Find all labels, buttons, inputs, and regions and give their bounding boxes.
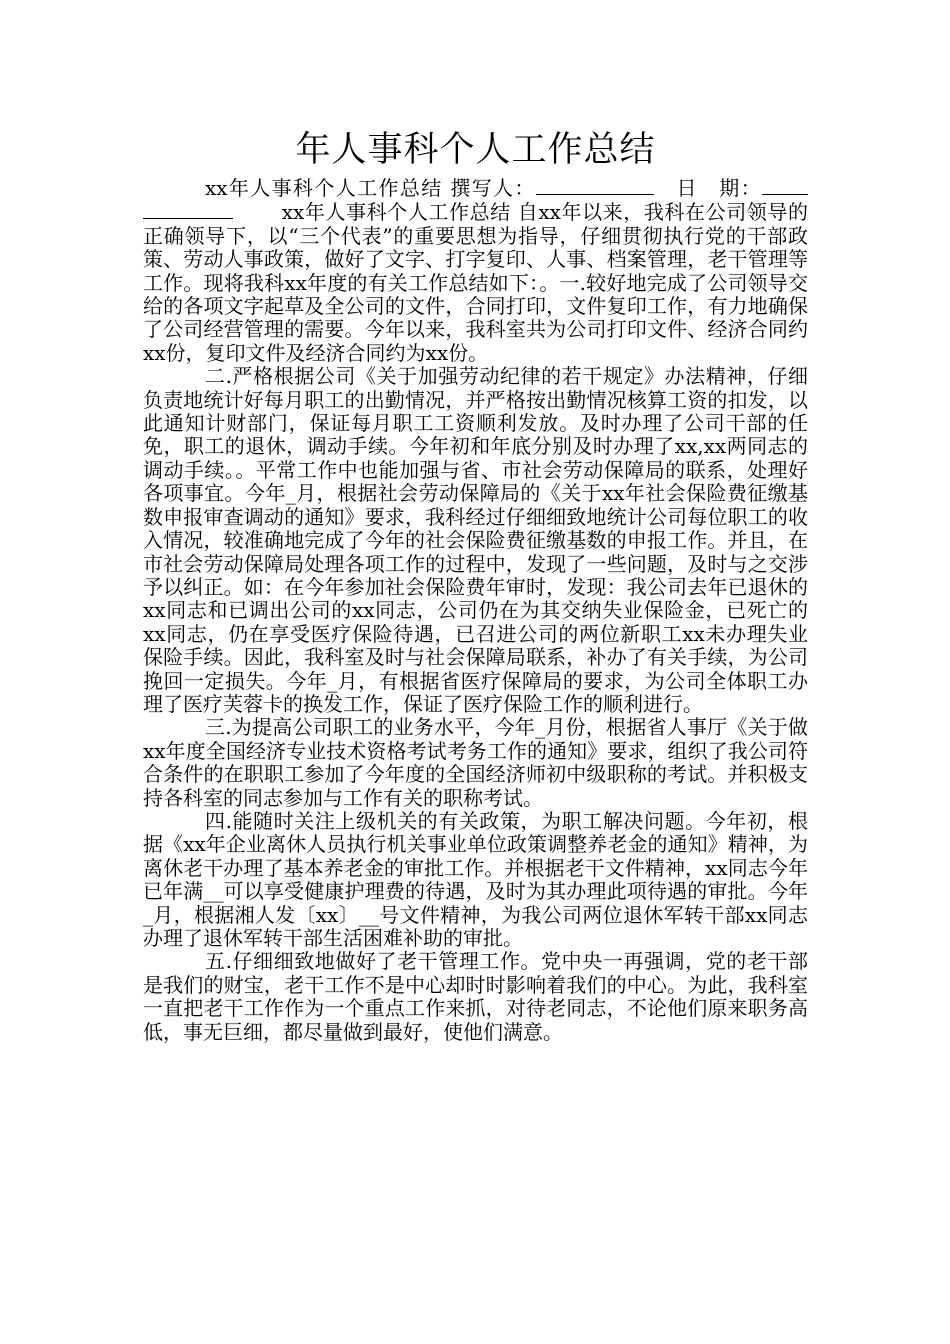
author-blank xyxy=(536,176,654,195)
paragraph-4: 四.能随时关注上级机关的有关政策，为职工解决问题。今年初，根据《xx年企业离休人员执行机关事业单位政策调整养老金的通知》精神，为离休老干办理了基本养老金的审批工作。并根据老干文件精神，xx同志今年已年满__可以享受健康护理费的待遇，及时为其办理此项待遇的审批。今年_月，根据湘人发〔xx〕__号文件精神，为我公司两位退休军转干部xx同志办理了退休军转干部生活困难补助的审批。 xyxy=(143,808,808,950)
document-title: 年人事科个人工作总结 xyxy=(295,130,656,170)
paragraph-3: 三.为提高公司职工的业务水平，今年_月份，根据省人事厅《关于做xx年度全国经济专业技术资格考试考务工作的通知》要求，组织了我公司符合条件的在职职工参加了今年度的全国经济师初中级职称的考试。并积极支持各科室的同志参加与工作有关的职称考试。 xyxy=(143,715,808,810)
date-blank-2 xyxy=(143,200,233,219)
date-blank-1 xyxy=(762,176,808,195)
paragraph-2: 二.严格根据公司《关于加强劳动纪律的若干规定》办法精神，仔细负责地统计好每月职工的出勤情况，并严格按出勤情况核算工资的扣发，以此通知计财部门，保证每月职工工资顺利发放。及时办理了公司干部的任免，职工的退休，调动手续。今年初和年底分别及时办理了xx,xx两同志的调动手续。。平常工作中也能加强与省、市社会劳动保障局的联系，处理好各项事宜。今年_月，根据社会劳动保障局的《关于xx年社会保险费征缴基数申报审查调动的通知》要求，我科经过仔细细致地统计公司每位职工的收入情况，较准确地完成了今年的社会保险费征缴基数的申报工作。并且，在市社会劳动保障局处理各项工作的过程中，发现了一些问题，及时与之交涉予以纠正。如：在今年参加社会保险费年审时，发现：我公司去年已退休的xx同志和已调出公司的xx同志，公司仍在为其交纳失业保险金，已死亡的xx同志，仍在享受医疗保险待遇，已召进公司的两位新职工xx未办理失业保险手续。因此，我科室及时与社会保障局联系，补办了有关手续，为公司挽回一定损失。今年_月，有根据省医疗保障局的要求，为公司全体职工办理了医疗芙蓉卡的换发工作，保证了医疗保险工作的顺利进行。 xyxy=(143,364,808,716)
paragraph-5: 五.仔细细致地做好了老干管理工作。党中央一再强调，党的老干部是我们的财宝，老干工作不是中心却时时影响着我们的中心。为此，我科室一直把老干工作作为一个重点工作来抓，对待老同志，不论他们原来职务高低，事无巨细，都尽量做到最好，使他们满意。 xyxy=(143,949,808,1044)
header-left-text: xx年人事科个人工作总结 撰写人： xyxy=(205,176,536,200)
intro-text: xx年人事科个人工作总结 自xx年以来，我科在公司领导的正确领导下，以“三个代表”的重要思想为指导，仔细贯彻执行党的干部政策、劳动人事政策，做好了文字、打字复印、人事、档案管理，老干管理等工作。现将我科xx年度的有关工作总结如下：。一.较好地完成了公司领导交给的各项文字起草及全公司的文件，合同打印，文件复印工作，有力地确保了公司经营管理的需要。今年以来，我科室共为公司打印文件、经济合同约xx份，复印文件及经济合同约为xx份。 xyxy=(143,200,808,365)
date-label: 日 期： xyxy=(676,176,762,200)
document-page xyxy=(143,128,808,1044)
document-body xyxy=(143,176,808,1044)
header-paragraph xyxy=(143,176,808,365)
